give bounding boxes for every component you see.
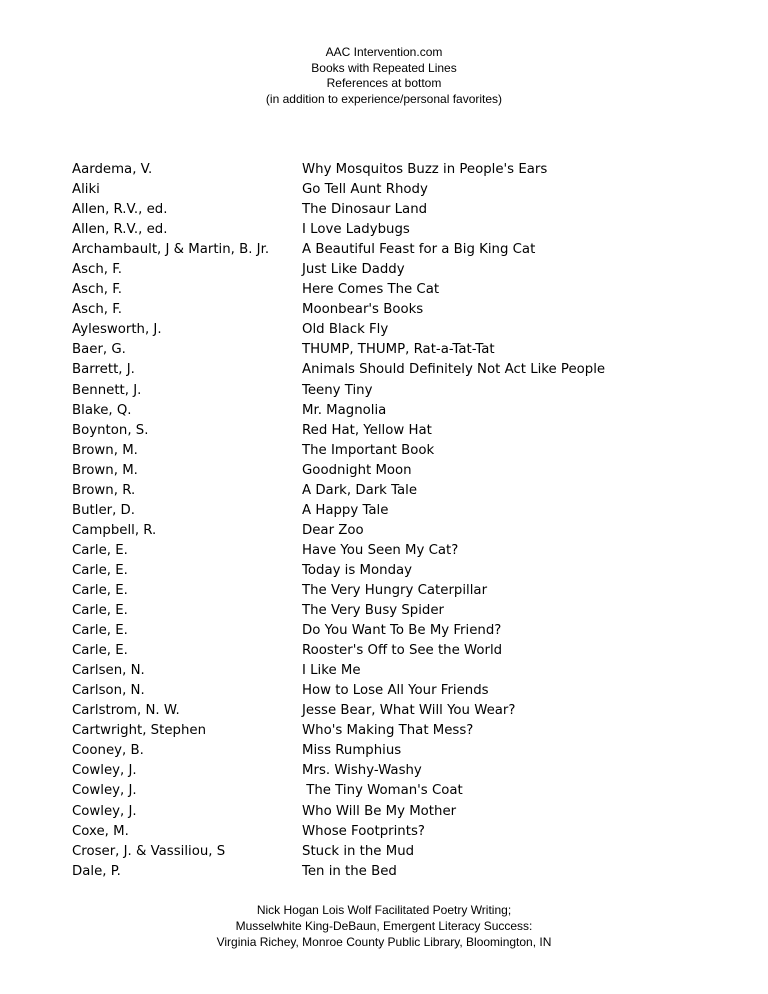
list-item: [72, 441, 752, 461]
list-item: [72, 180, 752, 200]
book-list: [72, 160, 752, 882]
book-author: Aliki: [72, 182, 100, 198]
book-author: Brown, R.: [72, 482, 136, 498]
list-item: [72, 300, 752, 320]
list-item: [72, 360, 752, 380]
book-title: The Very Busy Spider: [302, 603, 444, 619]
list-item: [72, 641, 752, 661]
book-title: Old Black Fly: [302, 322, 389, 338]
book-author: Cowley, J.: [72, 783, 137, 799]
list-item: [72, 661, 752, 681]
book-title: Teeny Tiny: [302, 382, 373, 398]
book-author: Cartwright, Stephen: [72, 723, 206, 739]
book-title: A Dark, Dark Tale: [302, 482, 418, 498]
book-author: Archambault, J & Martin, B. Jr.: [72, 242, 270, 258]
book-author: Carle, E.: [72, 562, 128, 578]
book-author: Boynton, S.: [72, 422, 149, 438]
list-item: [72, 461, 752, 481]
header-subnote: (in addition to experience/personal favorites): [265, 91, 503, 106]
book-author: Allen, R.V., ed.: [72, 202, 168, 218]
list-item: [72, 862, 752, 882]
book-title: Do You Want To Be My Friend?: [302, 623, 502, 639]
header-site-name: AAC Intervention.com: [325, 45, 443, 59]
book-author: Cowley, J.: [72, 763, 137, 779]
list-item: [72, 240, 752, 260]
book-author: Blake, Q.: [72, 402, 132, 418]
book-author: Allen, R.V., ed.: [72, 222, 168, 238]
list-item: [72, 802, 752, 822]
book-title: The Dinosaur Land: [302, 202, 428, 218]
book-author: Coxe, M.: [72, 823, 129, 839]
book-title: I Love Ladybugs: [302, 222, 410, 238]
book-author: Carlsen, N.: [72, 663, 145, 679]
book-author: Aardema, V.: [72, 162, 153, 177]
book-title: Who's Making That Mess?: [302, 723, 474, 739]
list-item: [72, 761, 752, 781]
book-title: Go Tell Aunt Rhody: [302, 182, 428, 198]
book-author: Bennett, J.: [72, 382, 142, 398]
list-item: [72, 842, 752, 862]
book-title: Miss Rumphius: [302, 743, 402, 759]
book-title: Goodnight Moon: [302, 462, 412, 478]
footer-reference-3: Virginia Richey, Monroe County Public Library, Bloomington, IN: [216, 935, 552, 949]
list-item: [72, 501, 752, 521]
list-item: [72, 320, 752, 340]
list-item: [72, 340, 752, 360]
book-title: The Very Hungry Caterpillar: [302, 582, 488, 598]
book-title: Stuck in the Mud: [302, 843, 415, 859]
list-item: [72, 681, 752, 701]
book-author: Brown, M.: [72, 462, 138, 478]
list-item: [72, 521, 752, 541]
list-item: [72, 601, 752, 621]
book-title: I Like Me: [302, 663, 361, 679]
book-title: Moonbear's Books: [302, 302, 424, 318]
book-author: Croser, J. & Vassiliou, S: [72, 843, 226, 859]
book-title: Ten in the Bed: [302, 863, 397, 879]
list-item: [72, 160, 752, 180]
book-title: Red Hat, Yellow Hat: [302, 422, 432, 438]
book-author: Cowley, J.: [72, 803, 137, 819]
document-footer: [0, 902, 768, 950]
list-item: [72, 822, 752, 842]
list-item: [72, 781, 752, 801]
book-title: Animals Should Definitely Not Act Like People: [302, 362, 606, 378]
list-item: [72, 421, 752, 441]
book-title: The Important Book: [302, 442, 435, 458]
list-item: [72, 541, 752, 561]
book-title: The Tiny Woman's Coat: [302, 783, 463, 799]
book-author: Asch, F.: [72, 302, 122, 318]
list-item: [72, 701, 752, 721]
list-item: [72, 581, 752, 601]
list-item: [72, 280, 752, 300]
book-author: Brown, M.: [72, 442, 138, 458]
book-title: Rooster's Off to See the World: [302, 643, 503, 659]
list-item: [72, 200, 752, 220]
book-author: Asch, F.: [72, 282, 122, 298]
book-author: Carlstrom, N. W.: [72, 703, 180, 719]
list-item: [72, 381, 752, 401]
book-title: Mr. Magnolia: [302, 402, 387, 418]
book-title: Dear Zoo: [302, 522, 364, 538]
book-title: Here Comes The Cat: [302, 282, 440, 298]
book-author: Carle, E.: [72, 582, 128, 598]
footer-reference-1: Nick Hogan Lois Wolf Facilitated Poetry Writing;: [256, 903, 512, 917]
book-author: Carle, E.: [72, 623, 128, 639]
book-author: Aylesworth, J.: [72, 322, 162, 338]
header-references-note: References at bottom: [326, 76, 442, 90]
book-title: A Happy Tale: [302, 502, 389, 518]
book-author: Carle, E.: [72, 542, 128, 558]
book-title: Why Mosquitos Buzz in People's Ears: [302, 162, 548, 177]
list-item: [72, 220, 752, 240]
book-title: Whose Footprints?: [302, 823, 425, 839]
book-author: Barrett, J.: [72, 362, 135, 378]
book-title: Have You Seen My Cat?: [302, 542, 459, 558]
book-author: Dale, P.: [72, 863, 121, 879]
book-title: THUMP, THUMP, Rat-a-Tat-Tat: [302, 342, 495, 358]
book-title: Today is Monday: [302, 562, 413, 578]
document-header: [0, 45, 768, 107]
book-title: How to Lose All Your Friends: [302, 683, 489, 699]
book-author: Carle, E.: [72, 603, 128, 619]
list-item: [72, 621, 752, 641]
book-author: Carle, E.: [72, 643, 128, 659]
list-item: [72, 741, 752, 761]
book-author: Asch, F.: [72, 262, 122, 278]
footer-reference-2: Musselwhite King-DeBaun, Emergent Literacy Success:: [235, 919, 533, 933]
book-author: Baer, G.: [72, 342, 126, 358]
book-author: Cooney, B.: [72, 743, 144, 759]
book-title: Jesse Bear, What Will You Wear?: [302, 703, 516, 719]
book-author: Carlson, N.: [72, 683, 145, 699]
list-item: [72, 721, 752, 741]
book-author: Butler, D.: [72, 502, 136, 518]
book-title: Who Will Be My Mother: [302, 803, 457, 819]
book-author: Campbell, R.: [72, 522, 157, 538]
book-title: Mrs. Wishy-Washy: [302, 763, 422, 779]
list-item: [72, 260, 752, 280]
list-item: [72, 401, 752, 421]
book-title: A Beautiful Feast for a Big King Cat: [302, 242, 536, 258]
list-item: [72, 481, 752, 501]
list-item: [72, 561, 752, 581]
header-list-title: Books with Repeated Lines: [311, 60, 457, 75]
book-title: Just Like Daddy: [302, 262, 405, 278]
